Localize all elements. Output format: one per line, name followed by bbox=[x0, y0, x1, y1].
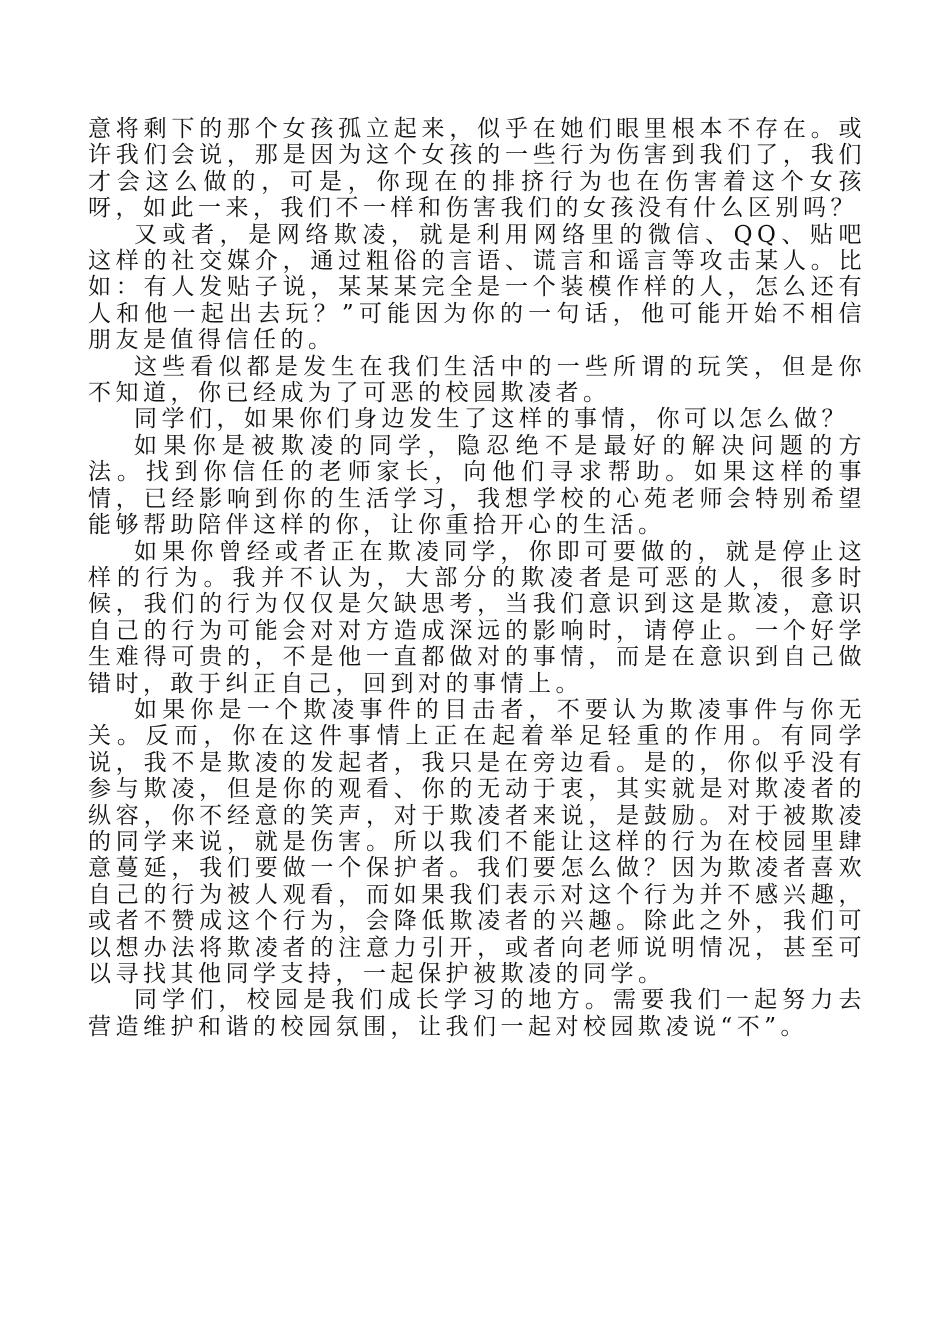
paragraph-bystander-advice: 如果你是一个欺凌事件的目击者，不要认为欺凌事件与你无关。反而，你在这件事情上正在起着举足轻重的作用。有同学说，我不是欺凌的发起者，我只是在旁边看。是的，你似乎没有参与欺凌，但是你的观看、你的无动于衷，其实就是对欺凌者的纵容，你不经意的笑声，对于欺凌者来说，是鼓励。对于被欺凌的同学来说，就是伤害。所以我们不能让这样的行为在校园里肆意蔓延，我们要做一个保护者。我们要怎么做？因为欺凌者喜欢自己的行为被人观看，而如果我们表示对这个行为并不感兴趣，或者不赞成这个行为，会降低欺凌者的兴趣。除此之外，我们可以想办法将欺凌者的注意力引开，或者向老师说明情况，甚至可以寻找其他同学支持，一起保护被欺凌的同学。 bbox=[88, 696, 866, 987]
paragraph-continuation: 意将剩下的那个女孩孤立起来，似乎在她们眼里根本不存在。或许我们会说，那是因为这个女孩的一些行为伤害到我们了，我们才会这么做的，可是，你现在的排挤行为也在伤害着这个女孩呀，如此一来，我们不一样和伤害我们的女孩没有什么区别吗？ bbox=[88, 116, 866, 222]
paragraph-question: 同学们，如果你们身边发生了这样的事情，你可以怎么做？ bbox=[134, 406, 849, 433]
paragraph-conclusion: 同学们，校园是我们成长学习的地方。需要我们一起努力去营造维护和谐的校园氛围，让我们一起对校园欺凌说“不”。 bbox=[88, 987, 866, 1040]
paragraph-jokes: 这些看似都是发生在我们生活中的一些所谓的玩笑，但是你不知道，你已经成为了可恶的校园欺凌者。 bbox=[88, 353, 866, 407]
paragraph-cyberbullying: 又或者，是网络欺凌，就是利用网络里的微信、QQ、贴吧这样的社交媒介，通过粗俗的言语、谎言和谣言等攻击某人。比如：有人发贴子说，某某某完全是一个装模作样的人，怎么还有人和他一起出去玩？”可能因为你的一句话，他可能开始不相信朋友是值得信任的。 bbox=[88, 221, 866, 354]
paragraph-victim-advice: 如果你是被欺凌的同学，隐忍绝不是最好的解决问题的方法。找到你信任的老师家长，向他们寻求帮助。如果这样的事情，已经影响到你的生活学习，我想学校的心苑老师会特别希望能够帮助陪伴这样的你，让你重拾开心的生活。 bbox=[88, 432, 866, 539]
document-page bbox=[88, 116, 866, 1040]
paragraph-bully-advice: 如果你曾经或者正在欺凌同学，你即可要做的，就是停止这样的行为。我并不认为，大部分的欺凌者是可恶的人，很多时候，我们的行为仅仅是欠缺思考，当我们意识到这是欺凌，意识自己的行为可能会对对方造成深远的影响时，请停止。一个好学生难得可贵的，不是他一直都做对的事情，而是在意识到自己做错时，敢于纠正自己，回到对的事情上。 bbox=[88, 538, 866, 697]
